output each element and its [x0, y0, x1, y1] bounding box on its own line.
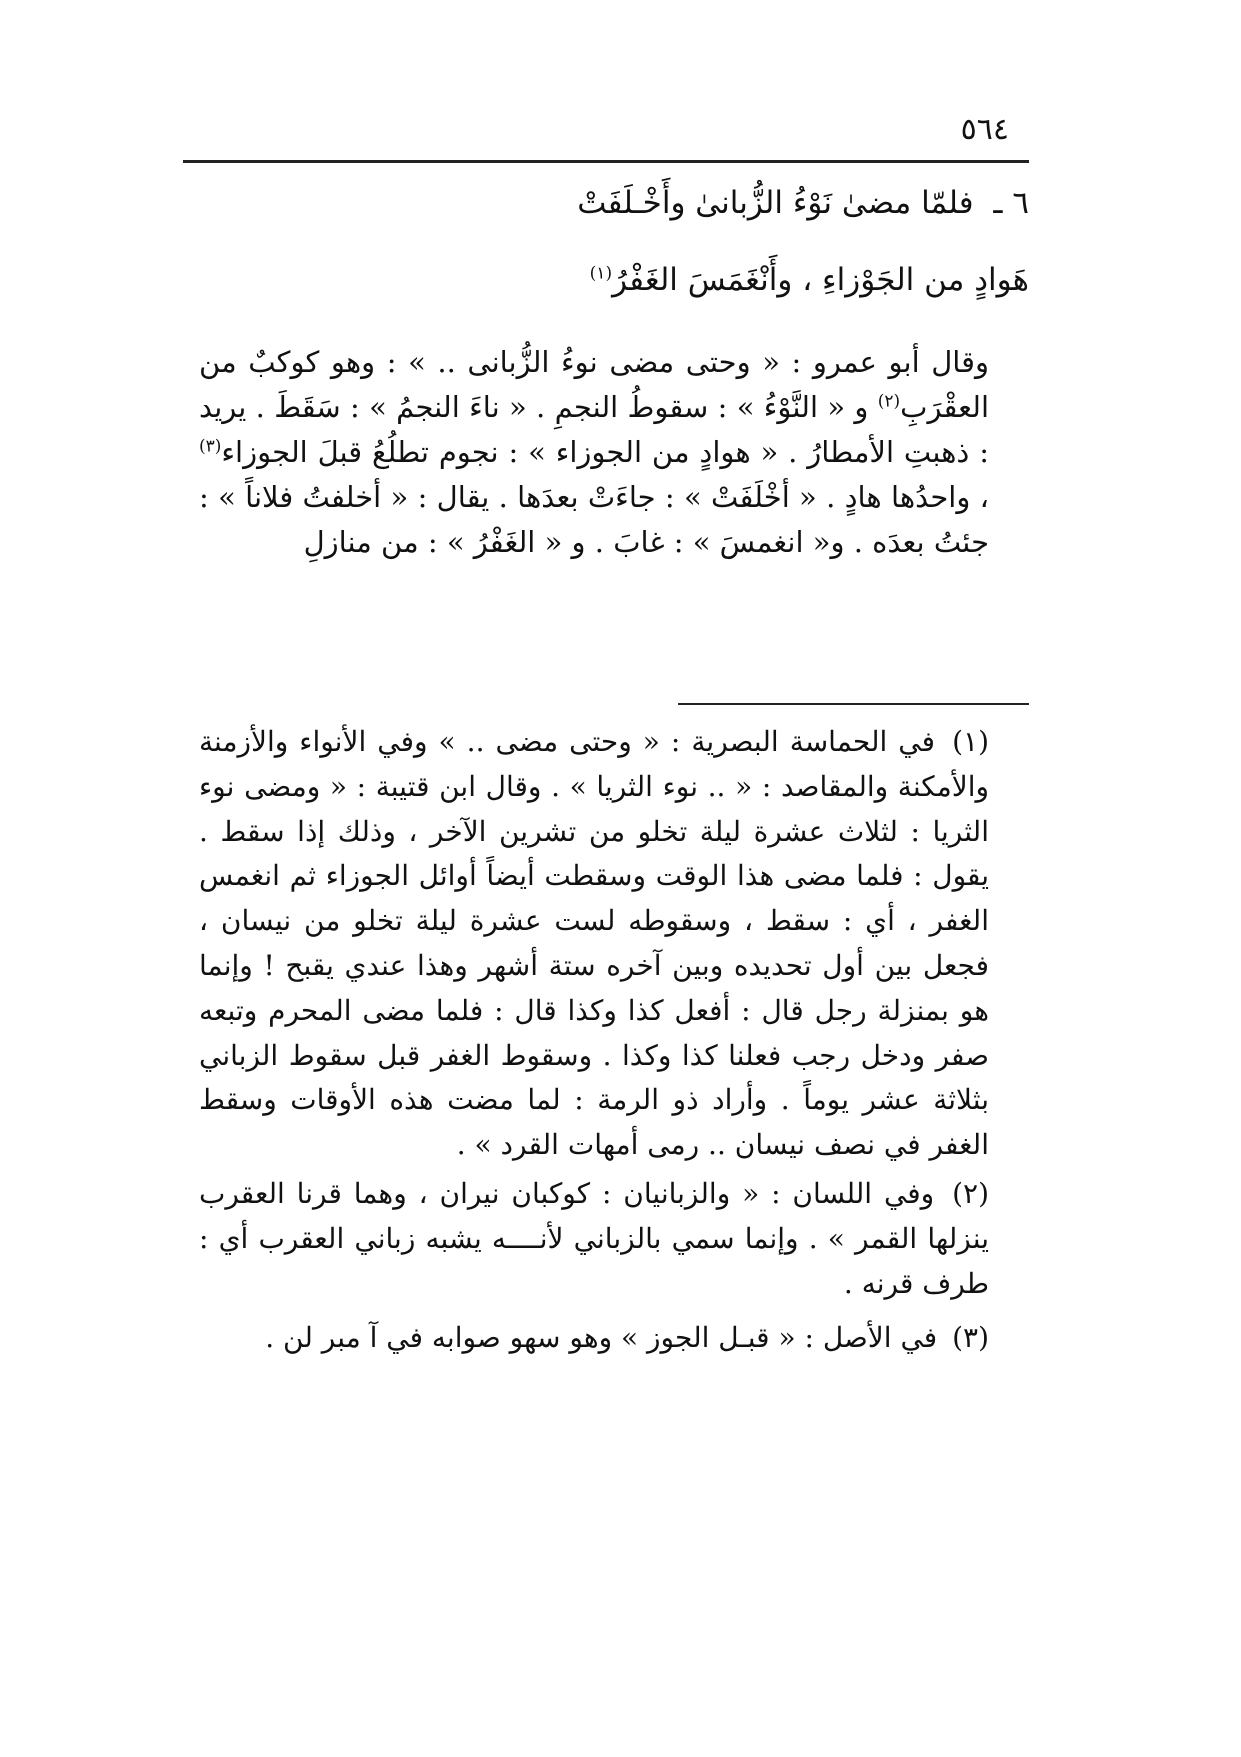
page-number: ٥٦٤ [960, 112, 1009, 147]
verse-line-1 [199, 185, 1029, 222]
footnote-text: في الأصل : « قبـل الجوز » وهو سهو صوابه في آ مبر لن . [265, 1321, 938, 1355]
footnote-divider [678, 703, 1029, 705]
commentary-part-1: وقال أبو عمرو : « وحتى مضى نوءُ الزُّبانى .. » : وهو كوكبٌ من العقْرَبِ [199, 345, 989, 424]
footnote-ref-2: (٢) [877, 391, 901, 412]
footnote-text: وفي اللسان : « والزبانيان : كوكبان نيران ، وهما قرنا العقرب ينزلها القمر » . وإنما سمي بالزباني لأنــــه يشبه زباني العقرب أي : طرف قرنه . [199, 1176, 989, 1300]
header-divider [183, 160, 1029, 163]
footnote-number: (١) [952, 725, 989, 758]
footnote-3 [199, 1316, 1029, 1361]
footnote-number: (٣) [952, 1321, 989, 1355]
verse-hemistich-2: هَوادٍ من الجَوْزاءِ ، وأَنْغَمَسَ الغَفْرُ [612, 262, 1029, 298]
footnote-ref-3: (٣) [199, 436, 222, 457]
commentary-block [199, 340, 1029, 581]
commentary-part-2: و « النَّوْءُ » : سقوطُ النجمِ . « ناءَ النجمُ » : سَقَطَ . يريد : ذهبتِ الأمطارُ . « هوادٍ من الجوزاء » : نجوم تطلُعُ قبلَ الجوزاء [199, 389, 989, 469]
footnote-number: (٢) [952, 1176, 990, 1210]
footnotes-section [199, 720, 1029, 1371]
footnote-ref-1: (١) [589, 263, 613, 284]
footnote-1 [199, 720, 1029, 1168]
verse-line-2 [309, 262, 1029, 299]
footnote-2 [199, 1172, 1029, 1306]
commentary-text [199, 340, 1029, 565]
verse-number: ٦ ـ [993, 185, 1029, 221]
verse-hemistich-1: فلمّا مضىٰ نَوْءُ الزُّبانىٰ وأَخْـلَفَتْ [577, 185, 974, 221]
footnote-text: في الحماسة البصرية : « وحتى مضى .. » وفي الأنواء والأزمنة والأمكنة والمقاصد : « .. نوء الثريا » . وقال ابن قتيبة : « ومضى نوء الثريا : لثلاث عشرة ليلة تخلو من تشرين الآخر ، وذلك إذا سقط . يقول : فلما مضى هذا الوقت وسقطت أيضاً أوائل الجوزاء ثم انغمس الغفر ، أي : سقط ، وسقوطه لست عشرة ليلة تخلو من نيسان ، فجعل بين أول تحديده وبين آخره ستة أشهر وهذا عندي يقبح ! وإنما هو بمنزلة رجل قال : أفعل كذا وكذا قال : فلما مضى المحرم وتبعه صفر ودخل رجب فعلنا كذا وكذا . وسقوط الغفر قبل سقوط الزباني بثلاثة عشر يوماً . وأراد ذو الرمة : لما مضت هذه الأوقات وسقط الغفر في نصف نيسان .. رمى أمهات القرد » . [199, 725, 989, 1162]
commentary-part-3: ، واحدُها هادٍ . « أخْلَفَتْ » : جاءَتْ بعدَها . يقال : « أخلفتُ فلاناً » : جئتُ بعدَه . و« انغمسَ » : غابَ . و « الغَفْرُ » : من منازلِ [199, 479, 989, 559]
